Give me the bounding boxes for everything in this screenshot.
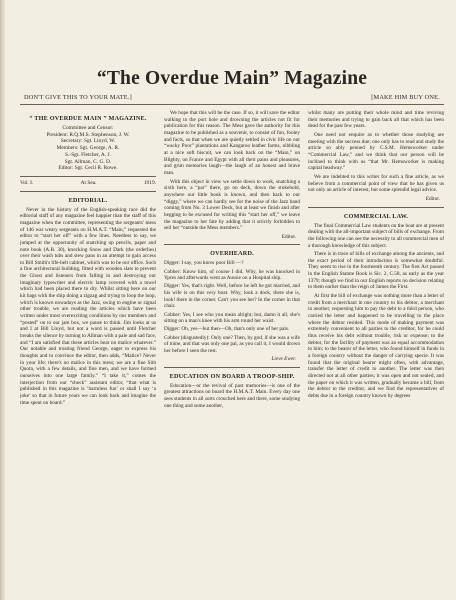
issue-info — [20, 180, 156, 187]
year-label: 1919. — [143, 179, 156, 186]
editorial-paragraph: Never in the history of the English-speaking race did the editorial staff of any magazine feel happier than the staff of this magazine when the committee, representing the sergeants' mess of 146 war weary sergeants on H.M.A.T. “Main,” requested the editor to “start her off” with a few lines. Needless to say, we jumped at the opportunity of snatching up pencils, paper and note book (A.B. 30), knocking Snow and Dark (the orderlies) over their wash tubs and stew pans in an attempt to gain access to Bill Smith's life-belt cabinet, which was to be our office. Such a fine architectural building, fitted with wooden slats to prevent the Ghost and listeners from falling in and destroying our imaginary typewriter and electric lamp covered with a towel which had been placed there to dry. Whilst sitting here on our kit bags with the ship doing a zigzag and trying to loop the loop, which is known nowadays as the Jazz, swing to engine or signal other trouble, we are reading the articles which have been written under most overexciting conditions by our members and “posted” on to our jam box, we pause to think. Jim looks at us and I at Bill Lloyd, but not a word is passed until Fletcher breaks the silence by turning to Allman with a pale and sad face, and “I am satisfied that these articles bear no malice whatever.” Our notable and trusting friend George, eager to express his thoughts and to convince the editor, then adds, “Malice? Never in your life; there's no malice in this mess; we are a fine Sith Quota, with a few details, and fine men, and we have formed ourselves into one large family.” “I take it,” comes the interjection from our “shock” assistant editor, “that what is published in this magazine is ‘harmless fun’ or shall I say ‘a joke’ so that in future years we can look back and imagine the time spent on board.” — [20, 206, 157, 406]
overheard-heading: OVERHEARD. — [210, 250, 254, 258]
location-label: At Sea. — [80, 179, 97, 186]
divider — [20, 191, 156, 192]
column-3 — [308, 110, 444, 411]
masthead-box-title: “ THE OVERDUE MAIN ” MAGAZINE. — [29, 115, 147, 122]
overheard-dialog — [164, 260, 300, 354]
editor-signature: Editor. — [281, 233, 296, 240]
dialog-line: Digger: Yes, that's right. Well, before he left he got married, and his wife is on this very boat. Why, look a dock, there she is, look! there in the corner. Can't you see her? In the corner in that chair. — [164, 283, 300, 310]
editorial-heading: EDITORIAL. — [68, 196, 108, 204]
commercial-paragraph: At first the bill of exchange was nothing more than a letter of credit from a merchant in one country to his debtor, a merchant in another, requesting him to pay the debt to a third person, who carried the letter and happened to be travelling to the place where the debtor resided. This mode of making payment was extremely convenient to all parties to the creditor, for he could thus receive his debt without trouble, risk or expense; to the debtor, for the facility of payment was an equal accommodation to him; to the bearer of the letter, who found himself in funds in a foreign country without the danger of carrying specie. It was found that the original bearer might often, with advantage, transfer the letter of credit to another. The letter was then directed not at all other parties; it was open and not sealed, and the paper on which it was written, gradually became a bill, from the debtor to the creditor, and we find the representatives of debts due in a foreign country known by degrees — [308, 293, 444, 399]
commercial-paragraph: There is in trace of bills of exchange among the ancients, and the exact period of their introduction is somewhat doubtful. They seem to rise in the fourteenth century. The first Act passed in the English Statute Book is Sic. 2, C.58, as early as the year 1379; though we find in our English reports no decision relating to them earlier than the reign of James the First. — [308, 251, 444, 291]
troopship-paragraph: One need not enquire as to whether those studying are meeting with the success due; one only has to read and study the article so ably penned by C.S.M. Hemsworker under “Commercial Law,” and we think that our person will be inclined to think with us “that Mr. Hemsworker is making capital headway.” — [308, 131, 444, 172]
committee-line: President: R.Q.M.S. Stephenson, J. W. — [46, 131, 130, 138]
commercial-paragraph: The final Commercial Law students on the boat are at present dealing with the all-important subject of bills of exchange. From the following one can see the necessity to all commercial men of a thorough knowledge of this subject. — [308, 222, 445, 249]
editorial-paragraph: With this object in view we settle down to work, snatching a sixth here, a “par” there, go on deck, down the stokehold, anywhere our little book is known, and then back to our “diggy,” where we can hardly see for the noise of the Jazz band coming from No. 3 Lower Deck, but at least we finish and after begging to be excused for writing this “start her off,” we leave the magazine to her fate by adding that it strictly forbidden to sell her “outside the Mess members.” — [164, 178, 300, 232]
troopship-heading: EDUCATION ON BOARD A TROOP-SHIP. — [169, 372, 295, 380]
page-crease — [0, 0, 6, 600]
slogan-bar — [20, 94, 444, 105]
divider — [164, 367, 300, 368]
committee-line: Committee and Censor: — [62, 125, 114, 131]
divider — [20, 176, 156, 177]
troopship-paragraph: We are indebted to this writer for such a fine article, as we believe from a commercial point of view that he has given us not only an article of interest, but some splendid legal advice. — [308, 173, 444, 194]
divider — [164, 244, 300, 245]
committee-line: Members: Sgt. George, A. R. — [56, 145, 120, 152]
dialog-line: Digger: I say, you know poor Bill —? — [164, 260, 244, 267]
editor-signature: Editor. — [425, 195, 440, 202]
committee-line: Editor: Sgt. Cecil R. Rowe. — [58, 165, 118, 172]
commercial-law-heading: COMMERCIAL LAW. — [343, 212, 409, 220]
left-slogan: DON'T GIVE THIS TO YOUR MATE.] — [24, 94, 132, 101]
volume-label: Vol. I. — [20, 179, 34, 186]
troopship-paragraph: Education—or the revival of past memories—is one of the greatest attractions on board the H.M.A.T. Main. Every day one sees students in all sorts crouched here and there, some studying one thing and some another, — [164, 382, 300, 409]
dialog-line: Cobber: Yes, I see who you mean alright; but, damn it all, she's sitting on a man's knee with his arm round her waist. — [164, 311, 300, 325]
committee-list — [20, 125, 156, 172]
editorial-paragraph: We hope that this will be the case. If so, it will save the editor walking to the port hole and drowning the articles not fit for publication for this reason. The Mess gave the authority for this magazine to be published as a souvenir, to consist of fun, fooley and facts, so that when we are quietly settled in civic life on our “wacky Poor” plantations and Kangaroo leather farms, nibbling at a nice soft biscuit, we can look back on the “Main,” on Blighty, on France and Egypt with all their pains and pleasures, and grim memories laugh—the laugh of an honest and brave man. — [164, 110, 300, 176]
troopship-paragraph: whilst many are putting their whole mind and time reviving their memories and trying to gain back all that which has been dead for the past few years. — [308, 110, 444, 130]
committee-line: Secretary: Sgt. Lloyd, W. — [60, 138, 116, 145]
dialog-line: Digger: Oh, yes—but then—Oh, that's only one of her pals. — [164, 326, 290, 333]
committee-line: Sgt. Allman, C. G. D. — [64, 158, 112, 165]
column-1 — [20, 110, 156, 411]
column-2 — [164, 110, 300, 411]
committee-line: S.-Sgt. Fletcher, A. J. — [65, 151, 111, 158]
right-slogan: [MAKE HIM BUY ONE. — [371, 94, 440, 101]
divider — [308, 207, 444, 208]
columns — [20, 110, 444, 411]
magazine-title: “The Overdue Main” Magazine — [96, 68, 368, 89]
dialog-signature: Lieve Ewer. — [271, 356, 296, 362]
dialog-line: Cobber (disgustedly): Only one? Then, by god, if she was a wife of mine, and that was only one pal, as you call it, I would drown her before I seen the rest. — [164, 334, 300, 354]
dialog-line: Cobber: Know him, of course I did. Why, he was knocked in Ypres and afterwards went as Aussie on a Hospital ship. — [164, 268, 300, 282]
